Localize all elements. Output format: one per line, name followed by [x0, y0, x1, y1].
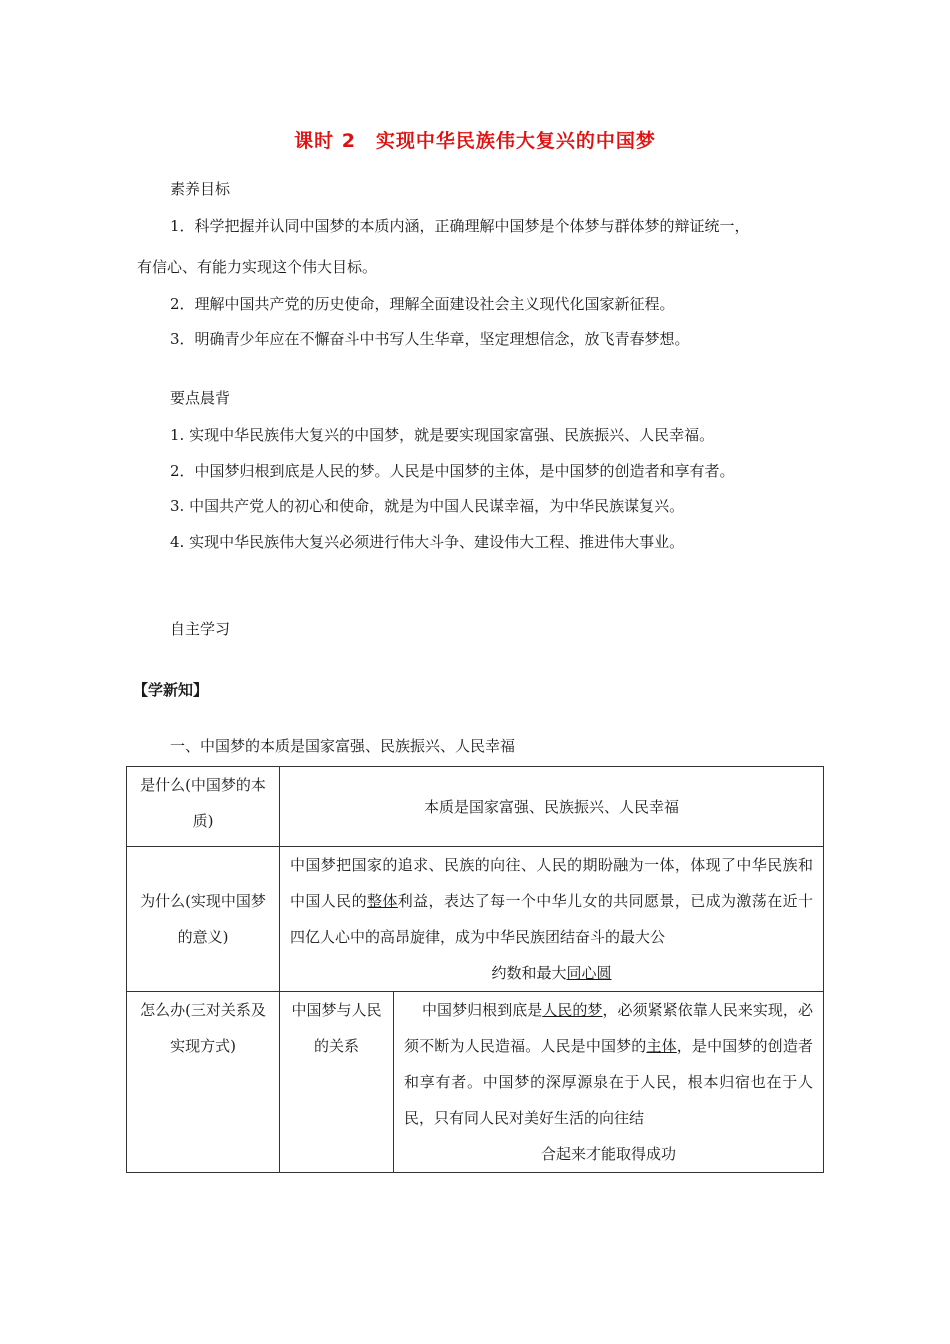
why-last-line: [290, 955, 813, 991]
how-text-2: ，必须紧紧依靠人民来实现，必须不断为人民造福。人民是中国梦的: [404, 1001, 813, 1055]
goal-item-3: 3．明确青少年应在不懈奋斗中书写人生华章，坚定理想信念，放飞青春梦想。: [170, 330, 690, 348]
row-content-why: [280, 847, 824, 992]
row-content-what: 本质是国家富强、民族振兴、人民幸福: [280, 767, 824, 847]
how-last-line: 合起来才能取得成功: [541, 1145, 677, 1163]
row-sublabel-relation: 中国梦与人民的关系: [280, 992, 394, 1173]
point-item-1: 1. 实现中华民族伟大复兴的中国梦，就是要实现国家富强、民族振兴、人民幸福。: [170, 426, 715, 444]
self-study-heading: 自主学习: [170, 620, 231, 638]
row-content-how: [394, 992, 824, 1173]
goal-item-2: 2．理解中国共产党的历史使命，理解全面建设社会主义现代化国家新征程。: [170, 295, 675, 313]
table-row: [127, 992, 824, 1173]
why-text-1: 中国梦把国家的追求、民族的向往、人民的期盼融为一体，体现了中华民族和中国人民的: [290, 856, 814, 910]
how-underline-1: 人民的梦: [542, 1001, 603, 1019]
point-item-4: 4. 实现中华民族伟大复兴必须进行伟大斗争、建设伟大工程、推进伟大事业。: [170, 533, 685, 551]
point-item-2: 2．中国梦归根到底是人民的梦。人民是中国梦的主体，是中国梦的创造者和享有者。: [170, 462, 735, 480]
point-item-3: 3. 中国共产党人的初心和使命，就是为中国人民谋幸福，为中华民族谋复兴。: [170, 497, 685, 515]
goals-heading: 素养目标: [170, 180, 231, 198]
table-row: [127, 767, 824, 847]
why-underline-2: 同心圆: [566, 964, 612, 982]
how-underline-2: 主体: [646, 1037, 677, 1055]
table-row: [127, 847, 824, 992]
page-title: 课时 2 实现中华民族伟大复兴的中国梦: [294, 130, 656, 152]
why-underline-1: 整体: [366, 892, 398, 910]
row-label-what: 是什么(中国梦的本质): [127, 767, 280, 847]
points-heading: 要点晨背: [170, 389, 231, 407]
row-label-why: 为什么(实现中国梦的意义): [127, 847, 280, 992]
goal-item-1: 1．科学把握并认同中国梦的本质内涵，正确理解中国梦是个体梦与群体梦的辩证统一，: [170, 217, 750, 235]
row-label-how: 怎么办(三对关系及实现方式): [127, 992, 280, 1173]
section-subheading: 一、中国梦的本质是国家富强、民族振兴、人民幸福: [170, 737, 516, 755]
goal-item-1-cont: 有信心、有能力实现这个伟大目标。: [137, 258, 378, 276]
learn-new-heading: 【学新知】: [133, 681, 209, 699]
how-text-1: 中国梦归根到底是: [422, 1001, 543, 1019]
knowledge-table: [126, 766, 824, 1173]
why-text-2: 利益，表达了每一个中华儿女的共同愿景，已成为激荡在近十四亿人心中的高昂旋律，成为中华民族团结奋斗的最大公: [290, 892, 813, 946]
why-text-3: 约数和最大: [491, 964, 567, 982]
how-text-3: ，是中国梦的创造者和享有者。中国梦的深厚源泉在于人民，根本归宿也在于人民，只有同人民对美好生活的向往结: [404, 1037, 814, 1127]
